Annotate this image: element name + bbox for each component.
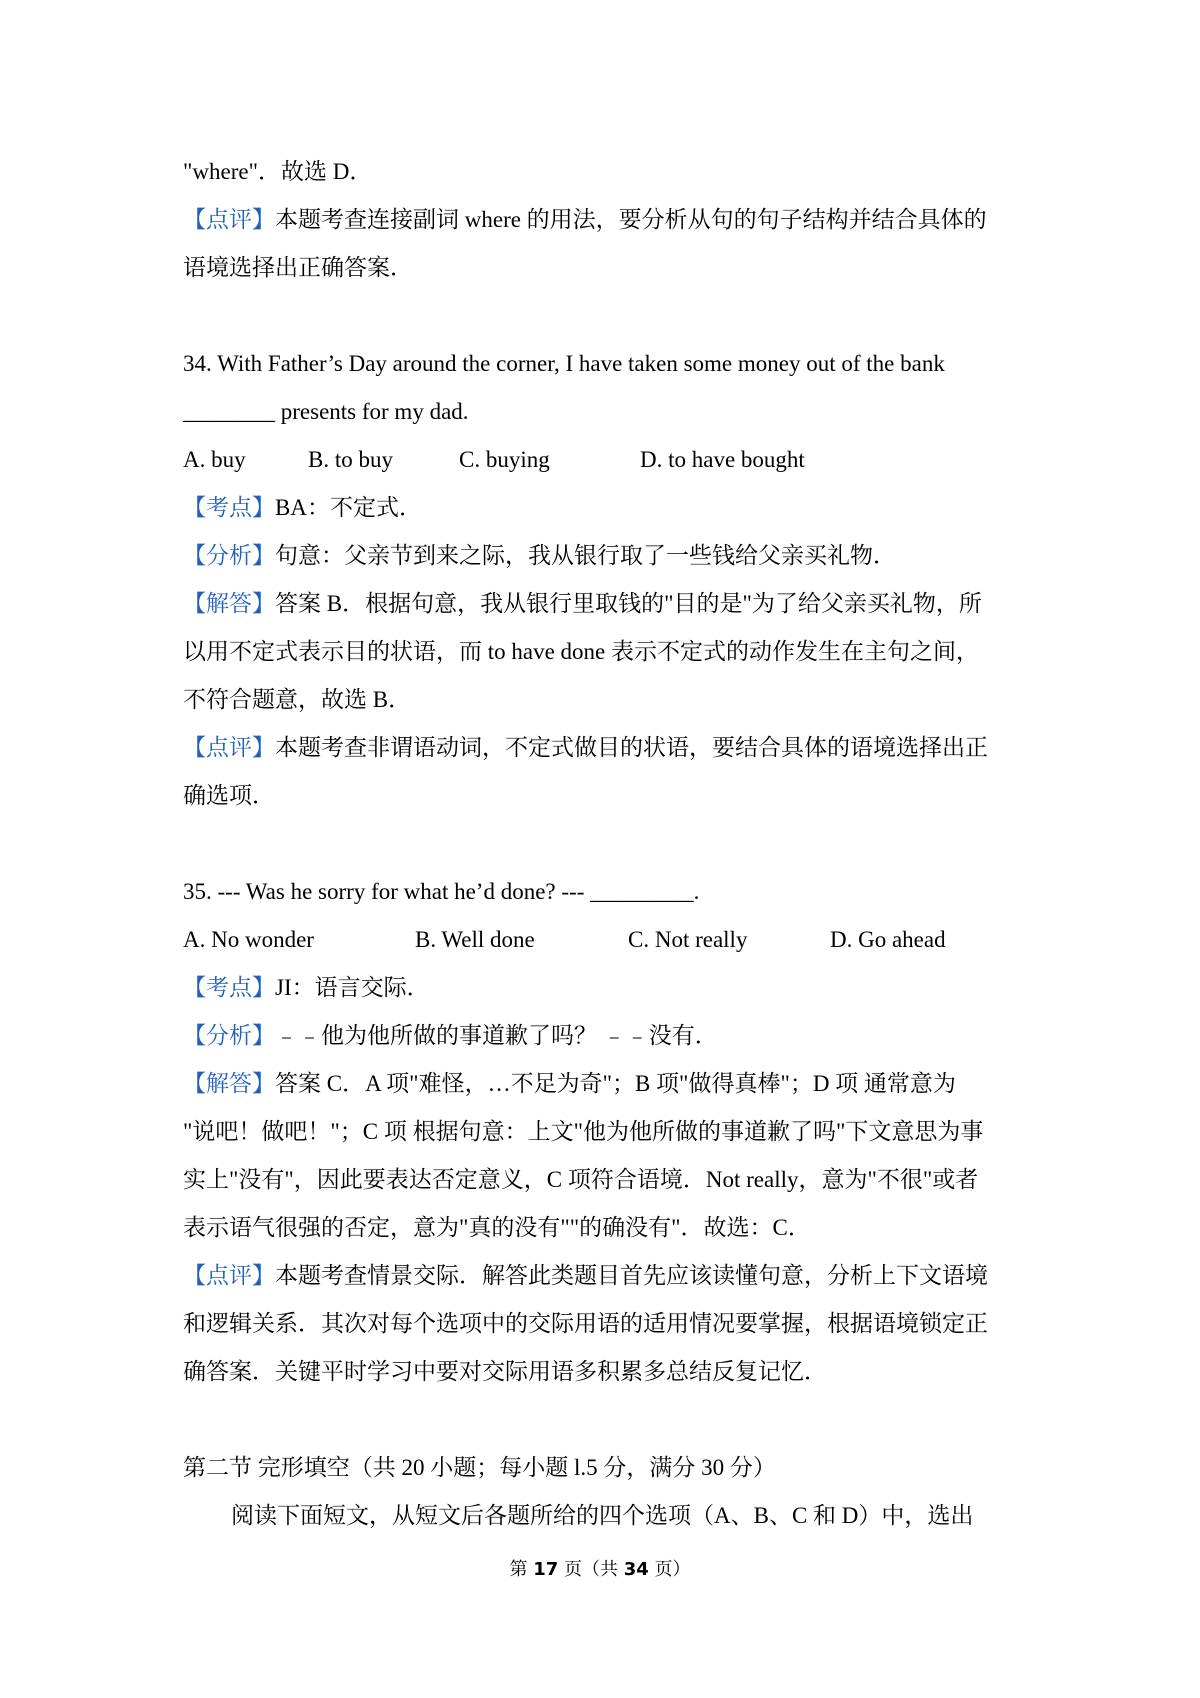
q35-option-a: A. No wonder [183,927,314,952]
q35-option-c: C. Not really [628,927,748,952]
q35-kaodian-line [183,964,1028,1012]
jieda-text: 答案 B．根据句意，我从银行里取钱的"目的是"为了给父亲买礼物，所 [275,591,982,616]
q34-option-d: D. to have bought [640,447,805,472]
q35-fenxi-line [183,1012,1028,1060]
section-heading-text: 第二节 完形填空（共 20 小题；每小题 l.5 分，满分 30 分） [183,1455,776,1480]
jieda-text: 答案 C．A 项"难怪，…不足为奇"；B 项"做得真棒"；D 项 通常意为 [275,1071,956,1096]
answer-tail-line [183,148,1028,196]
q34-option-b: B. to buy [308,447,393,472]
q34-jieda-line-1 [183,580,1028,628]
footer-prefix: 第 [509,1559,534,1580]
dianping-text: 确答案．关键平时学习中要对交际用语多积累多总结反复记忆． [183,1359,827,1384]
page-number: 17 [533,1559,559,1580]
q34-stem-line-1 [183,340,1028,388]
page-footer [0,1555,1200,1581]
q34-option-c: C. buying [459,447,550,472]
kaodian-tag: 【考点】 [183,975,275,1000]
q34-jieda-line-3 [183,676,1028,724]
q34-dianping-line-2 [183,772,1028,820]
q35-option-d: D. Go ahead [830,927,946,952]
fenxi-tag: 【分析】 [183,543,275,568]
fenxi-tag: 【分析】 [183,1023,275,1048]
jieda-text: 不符合题意，故选 B． [183,687,412,712]
footer-middle: 页（共 [558,1559,624,1580]
dianping-tag: 【点评】 [183,1263,275,1288]
q35-option-b: B. Well done [415,927,535,952]
footer-suffix: 页） [648,1559,691,1580]
spacer [183,1396,1028,1444]
q34-fenxi-line [183,532,1028,580]
section-intro [183,1492,1028,1540]
kaodian-text: JI：语言交际． [275,975,430,1000]
review-text: 语境选择出正确答案． [183,255,413,280]
q35-dianping-line-1 [183,1252,1028,1300]
section-heading [183,1444,1028,1492]
jieda-text: 表示语气很强的否定，意为"真的没有""的确没有"．故选：C． [183,1215,811,1240]
page-content [183,148,1028,1540]
q35-dianping-line-2 [183,1300,1028,1348]
q34-options [183,436,1028,484]
jieda-tag: 【解答】 [183,1071,275,1096]
jieda-tag: 【解答】 [183,591,275,616]
q35-jieda-line-2 [183,1108,1028,1156]
spacer [183,292,1028,340]
fenxi-text: ﹣﹣他为他所做的事道歉了吗？ ﹣﹣没有． [275,1023,718,1048]
review-tag: 【点评】 [183,207,275,232]
q34-stem-text: 34. With Father’s Day around the corner, I have taken some money out of the bank [183,351,945,376]
dianping-text: 本题考查非谓语动词，不定式做目的状语，要结合具体的语境选择出正 [275,735,988,760]
review-line-2 [183,244,1028,292]
q35-jieda-line-3 [183,1156,1028,1204]
dianping-text: 和逻辑关系．其次对每个选项中的交际用语的适用情况要掌握，根据语境锁定正 [183,1311,988,1336]
q34-stem-line-2 [183,388,1028,436]
dianping-tag: 【点评】 [183,735,275,760]
spacer [183,820,1028,868]
dianping-text: 本题考查情景交际．解答此类题目首先应该读懂句意，分析上下文语境 [275,1263,988,1288]
q34-dianping-line-1 [183,724,1028,772]
review-line-1 [183,196,1028,244]
review-text: 本题考查连接副词 where 的用法，要分析从句的句子结构并结合具体的 [275,207,987,232]
kaodian-text: BA：不定式． [275,495,422,520]
q35-stem-text: 35. --- Was he sorry for what he’d done? --- _________. [183,879,700,904]
fenxi-text: 句意：父亲节到来之际，我从银行取了一些钱给父亲买礼物． [275,543,896,568]
q34-jieda-line-2 [183,628,1028,676]
q34-option-a: A. buy [183,447,246,472]
jieda-text: "说吧！做吧！"；C 项 根据句意：上文"他为他所做的事道歉了吗"下文意思为事 [183,1119,984,1144]
q35-jieda-line-4 [183,1204,1028,1252]
section-intro-text: 阅读下面短文，从短文后各题所给的四个选项（A、B、C 和 D）中，选出 [231,1503,974,1528]
jieda-text: 以用不定式表示目的状语，而 to have done 表示不定式的动作发生在主句之间， [183,639,980,664]
q35-dianping-line-3 [183,1348,1028,1396]
jieda-text: 实上"没有"，因此要表达否定意义，C 项符合语境．Not really，意为"不很"或者 [183,1167,979,1192]
kaodian-tag: 【考点】 [183,495,275,520]
dianping-text: 确选项． [183,783,275,808]
q35-jieda-line-1 [183,1060,1028,1108]
q34-kaodian-line [183,484,1028,532]
q35-options [183,916,1028,964]
q35-stem-line [183,868,1028,916]
answer-tail-text: "where"．故选 D． [183,159,373,184]
page-total: 34 [623,1559,649,1580]
q34-stem-text: ________ presents for my dad. [183,399,469,424]
